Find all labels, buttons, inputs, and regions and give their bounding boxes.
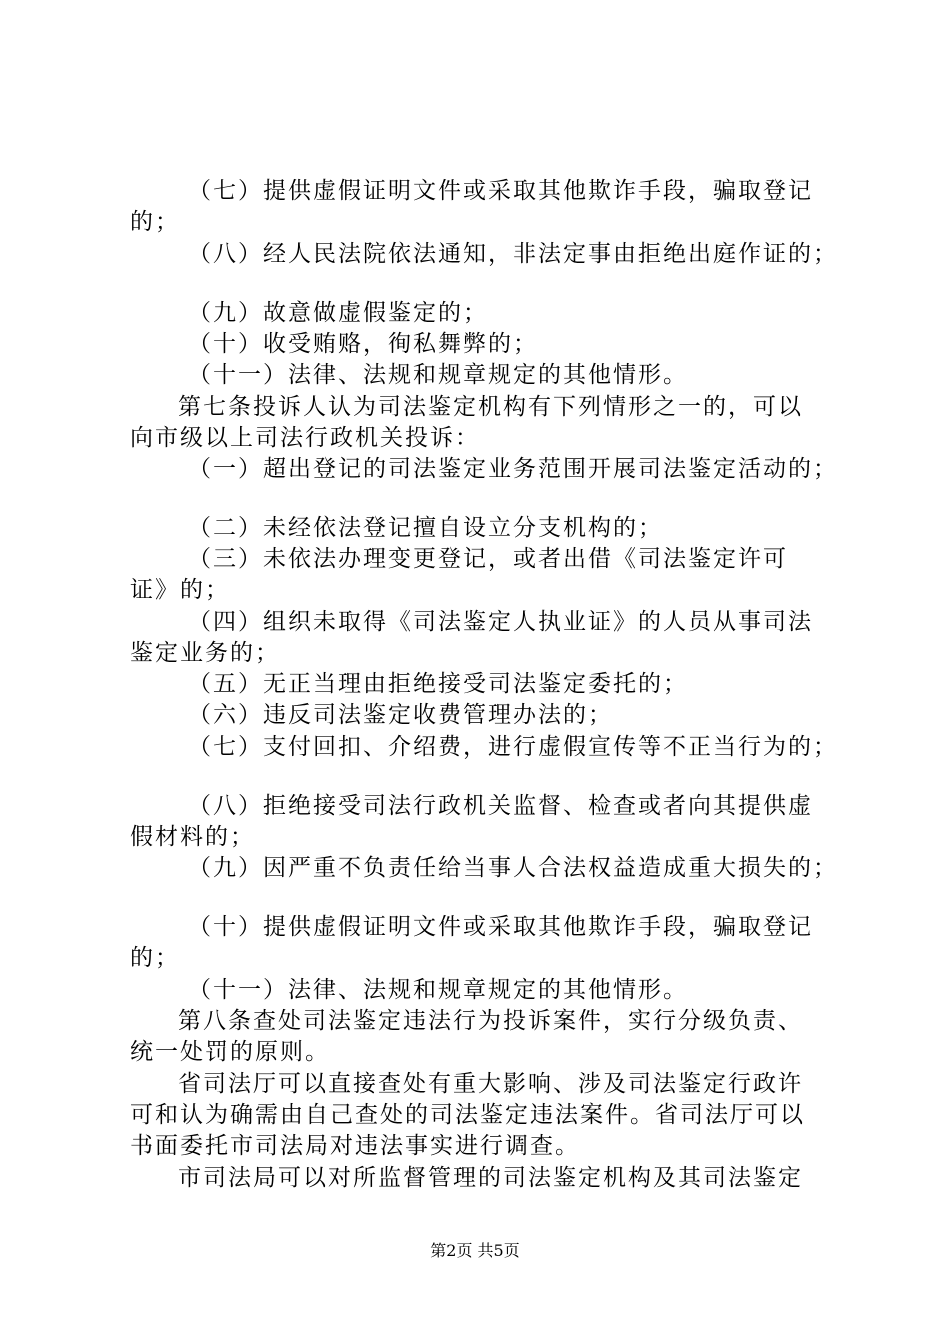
text-line: 统一处罚的原则。 [130,1039,330,1065]
text-line: 假材料的； [130,824,255,850]
text-line: 证》的； [130,577,230,603]
text-line: （一）超出登记的司法鉴定业务范围开展司法鉴定活动的； [188,456,838,482]
page-number-footer: 第2页 共5页 [430,1241,520,1260]
text-line: 书面委托市司法局对违法事实进行调查。 [130,1133,580,1159]
text-line: （五）无正当理由拒绝接受司法鉴定委托的； [188,671,688,697]
text-line: （十）收受贿赂，徇私舞弊的； [188,331,538,357]
text-line: （二）未经依法登记擅自设立分支机构的； [188,515,663,541]
text-line: （三）未依法办理变更登记，或者出借《司法鉴定许可 [188,546,788,572]
text-line: 第八条查处司法鉴定违法行为投诉案件，实行分级负责、 [178,1008,803,1034]
text-line: 第七条投诉人认为司法鉴定机构有下列情形之一的，可以 [178,394,803,420]
text-line: 市司法局可以对所监督管理的司法鉴定机构及其司法鉴定 [178,1165,803,1191]
text-line: 可和认为确需由自己查处的司法鉴定违法案件。省司法厅可以 [130,1102,805,1128]
text-line: （八）拒绝接受司法行政机关监督、检查或者向其提供虚 [188,793,813,819]
text-line: 向市级以上司法行政机关投诉： [130,425,480,451]
text-line: 的； [130,945,180,971]
text-line: （九）故意做虚假鉴定的； [188,300,488,326]
text-line: （八）经人民法院依法通知，非法定事由拒绝出庭作证的； [188,241,838,267]
text-line: （十一）法律、法规和规章规定的其他情形。 [188,362,688,388]
text-line: （七）支付回扣、介绍费，进行虚假宣传等不正当行为的； [188,734,838,760]
text-line: （四）组织未取得《司法鉴定人执业证》的人员从事司法 [188,609,813,635]
text-line: 的； [130,209,180,235]
text-line: 鉴定业务的； [130,640,280,666]
text-line: 省司法厅可以直接查处有重大影响、涉及司法鉴定行政许 [178,1071,803,1097]
text-line: （十一）法律、法规和规章规定的其他情形。 [188,977,688,1003]
text-line: （九）因严重不负责任给当事人合法权益造成重大损失的； [188,855,838,881]
text-line: （七）提供虚假证明文件或采取其他欺诈手段，骗取登记 [188,178,813,204]
text-line: （六）违反司法鉴定收费管理办法的； [188,702,613,728]
text-line: （十）提供虚假证明文件或采取其他欺诈手段，骗取登记 [188,914,813,940]
